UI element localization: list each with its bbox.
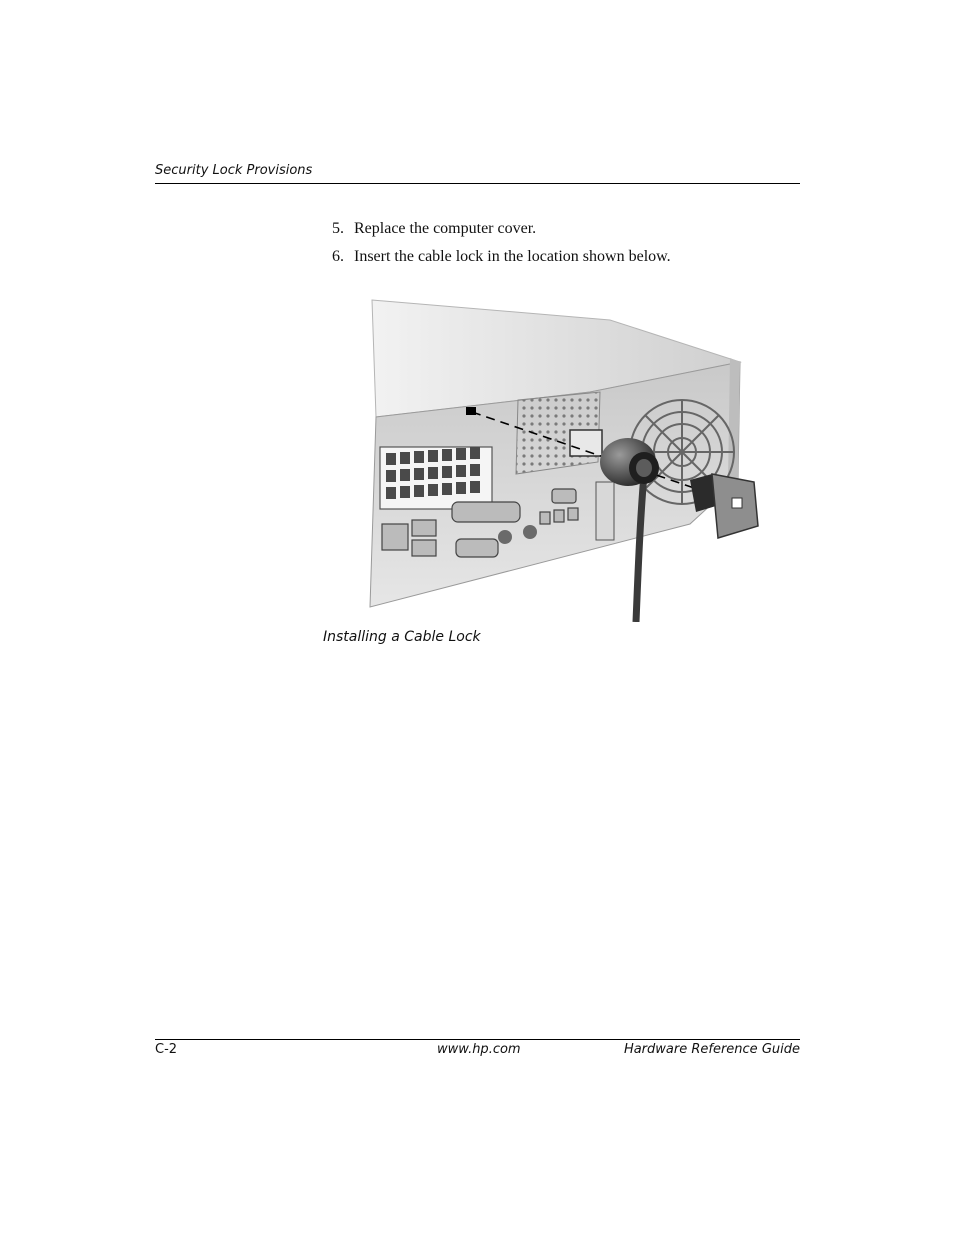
footer-guide-title: Hardware Reference Guide (623, 1042, 800, 1057)
step-number: 6. (332, 248, 344, 265)
cable-lock-illustration (360, 292, 760, 622)
step-6 (332, 248, 671, 266)
page-number: C-2 (155, 1042, 178, 1057)
step-number: 5. (332, 220, 344, 237)
footer-website: www.hp.com (437, 1042, 521, 1057)
step-text: Insert the cable lock in the location shown below. (354, 248, 671, 265)
header-rule (155, 183, 800, 184)
figure-caption: Installing a Cable Lock (323, 629, 481, 645)
running-header: Security Lock Provisions (155, 163, 313, 178)
step-5 (332, 220, 536, 238)
step-text: Replace the computer cover. (354, 220, 537, 237)
footer-rule (155, 1039, 800, 1040)
